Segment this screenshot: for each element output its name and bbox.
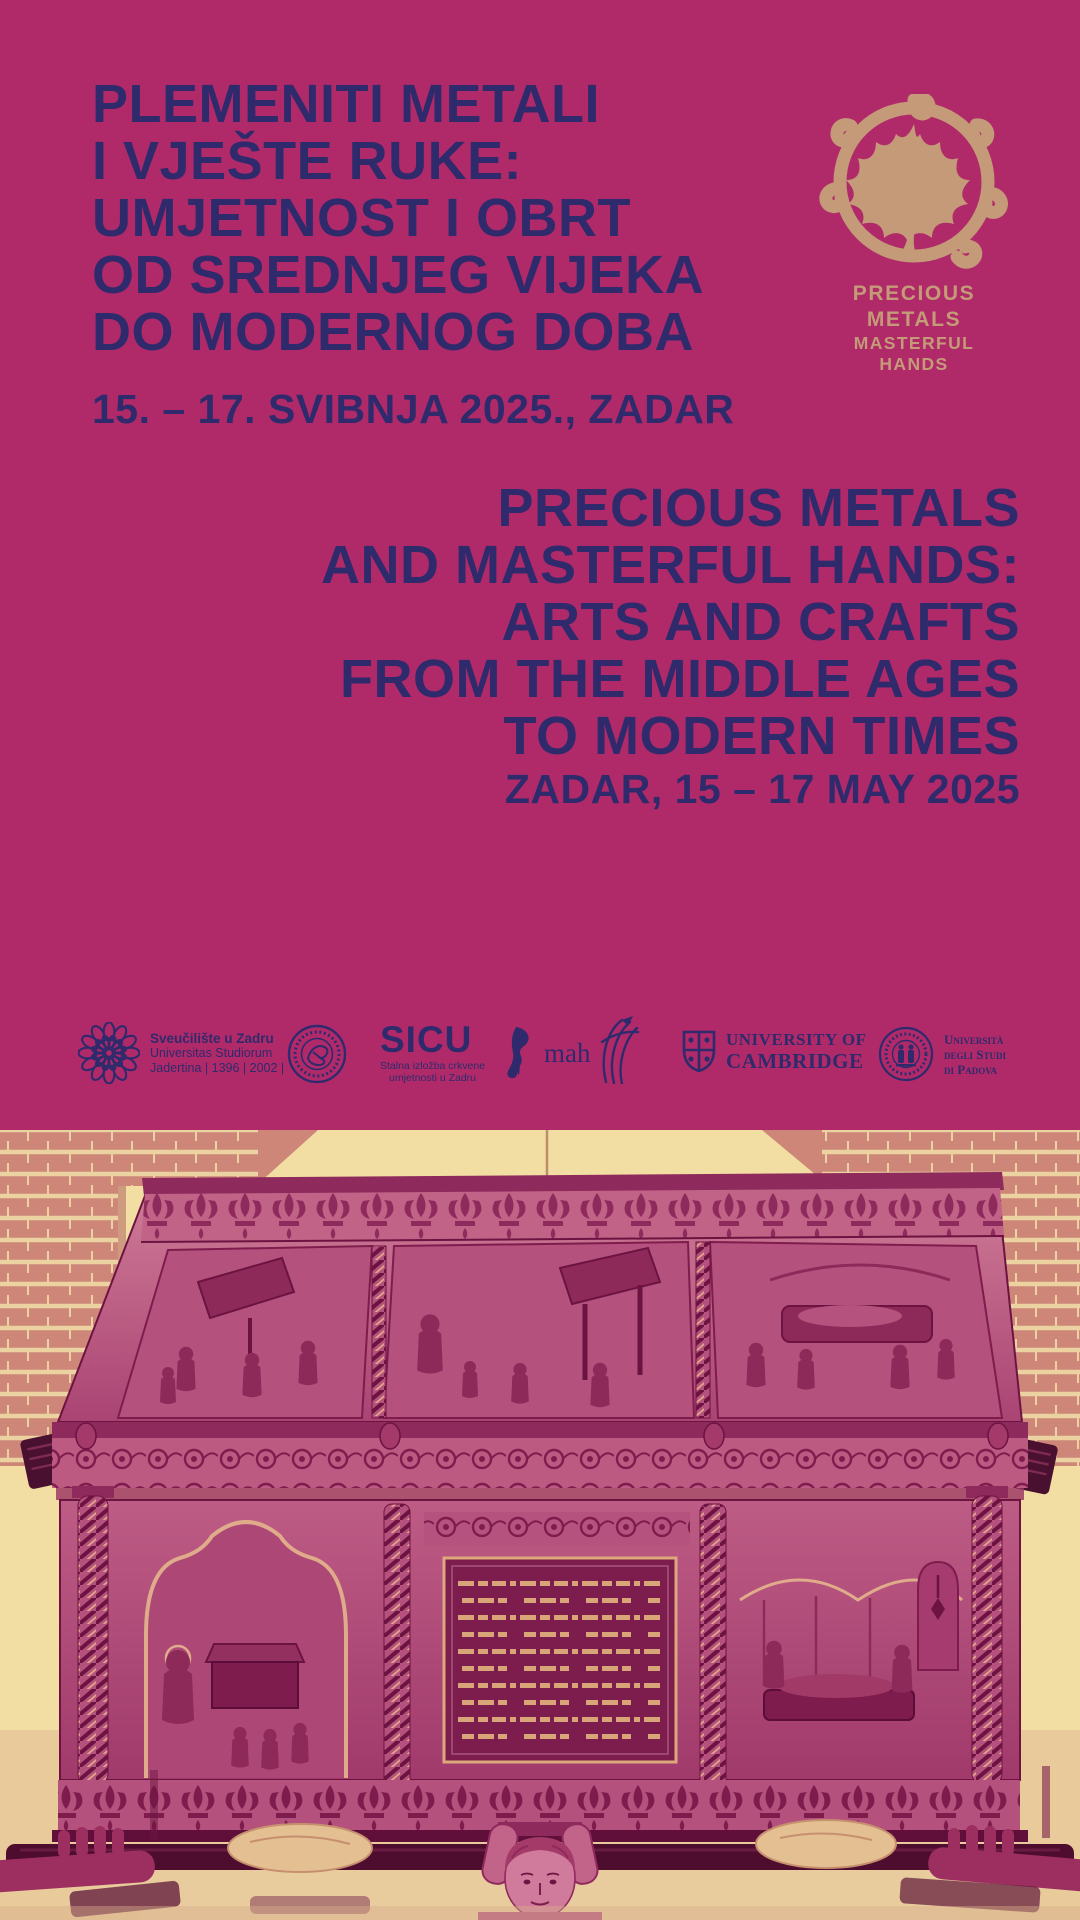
vine-leaf-circle-icon <box>818 94 1010 270</box>
circular-seal-icon <box>287 1024 347 1084</box>
sicu-sub-line: umjetnosti u Zadru <box>389 1071 477 1084</box>
zadar-line: Universitas Studiorum <box>150 1045 273 1060</box>
title-english <box>321 480 1020 765</box>
title-en-line: TO MODERN TIMES <box>503 706 1020 766</box>
partner-ffri <box>596 1016 642 1084</box>
cambridge-text <box>726 1031 866 1072</box>
sicu-subtitle <box>380 1061 485 1084</box>
partner-university-of-padova <box>878 1026 1006 1082</box>
brand-line-2: MASTERFUL HANDS <box>853 333 975 374</box>
title-croatian <box>92 76 704 361</box>
conference-brand <box>818 94 1010 375</box>
duotone-photo-silver-shrine <box>0 1130 1080 1920</box>
partner-department-seal <box>287 1024 347 1084</box>
cornice-scroll-band <box>52 1438 1028 1488</box>
padova-line: degli Studi <box>944 1046 1006 1062</box>
title-en-line: ARTS AND CRAFTS <box>501 592 1020 652</box>
sicu-wordmark: SICU <box>380 1019 473 1060</box>
gothic-inscription-text <box>456 1574 664 1748</box>
date-croatian: 15. – 17. SVIBNJA 2025., ZADAR <box>92 386 735 432</box>
zadar-line: Jadertina | 1396 | 2002 | <box>150 1060 285 1075</box>
fleur-de-lis-frieze <box>141 1188 1004 1242</box>
mah-wordmark: mah <box>544 1037 591 1068</box>
padova-line: Università <box>944 1031 1004 1047</box>
sicu-logo <box>380 1019 486 1084</box>
ff-cursive-icon <box>596 1016 642 1084</box>
title-en-line: FROM THE MIDDLE AGES <box>340 649 1020 709</box>
title-en-line: AND MASTERFUL HANDS: <box>321 535 1020 595</box>
cambridge-shield-icon <box>682 1030 716 1072</box>
date-english: ZADAR, 15 – 17 MAY 2025 <box>504 766 1020 812</box>
title-en-line: PRECIOUS METALS <box>497 478 1020 538</box>
title-hr-line: PLEMENITI METALI <box>92 74 600 134</box>
cornice-molding <box>52 1422 1028 1438</box>
partner-sicu <box>380 1019 486 1084</box>
zadar-university-text <box>150 1031 284 1076</box>
brand-line-1: PRECIOUS METALS <box>852 282 976 331</box>
title-hr-line: OD SREDNJEG VIJEKA <box>92 245 705 305</box>
padova-line: di Padova <box>944 1061 998 1077</box>
left-relief-panel <box>146 1522 346 1778</box>
partner-logos-row <box>0 1004 1080 1108</box>
title-hr-line: I VJEŠTE RUKE: <box>92 131 523 191</box>
padova-seal-icon <box>878 1026 934 1082</box>
padova-text <box>944 1032 1006 1077</box>
title-hr-line: DO MODERNOG DOBA <box>92 302 694 362</box>
partner-university-of-cambridge <box>682 1030 866 1072</box>
rosette-icon <box>78 1022 140 1084</box>
partner-university-of-zadar <box>78 1022 284 1084</box>
cambridge-line: CAMBRIDGE <box>726 1048 864 1073</box>
zadar-line: Sveučilište u Zadru <box>150 1030 274 1046</box>
sicu-sub-line: Stalna izložba crkvene <box>380 1060 486 1072</box>
partner-mah <box>506 1026 591 1080</box>
mah-calligraphic-icon <box>506 1026 534 1080</box>
silver-chest <box>52 1172 1028 1842</box>
roof-relief-panels <box>118 1242 1002 1418</box>
cambridge-line: UNIVERSITY OF <box>726 1029 867 1049</box>
title-hr-line: UMJETNOST I OBRT <box>92 188 632 248</box>
